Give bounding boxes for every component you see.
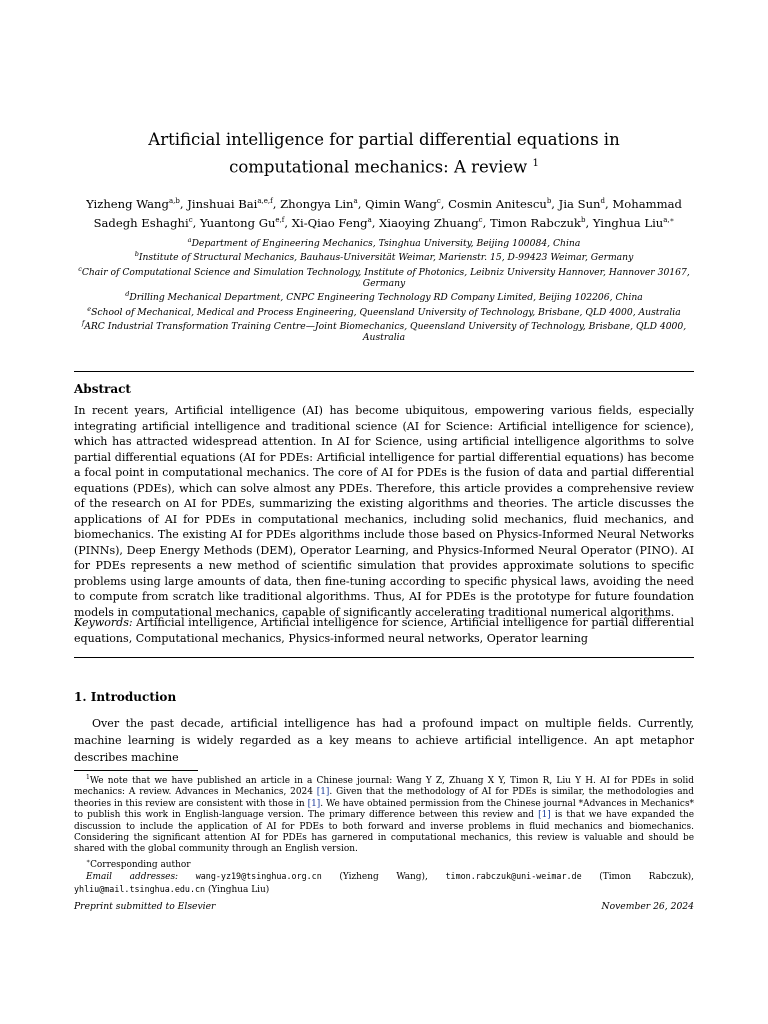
email-link[interactable]: yhliu@mail.tsinghua.edu.cn xyxy=(74,883,206,894)
affiliation-mark: f xyxy=(81,319,85,328)
email-link[interactable]: timon.rabczuk@uni-weimar.de xyxy=(445,871,582,882)
footnotes xyxy=(74,772,694,896)
affiliation xyxy=(74,289,694,303)
footnote-1-mark: 1 xyxy=(86,774,90,781)
citation-link[interactable]: [1] xyxy=(316,787,330,798)
affiliation-text: Chair of Computational Science and Simulation Technology, Institute of Photonics, Leibniz University Hannover, Hannover 30167, Germany xyxy=(81,266,690,290)
footnote-1 xyxy=(74,772,694,856)
author-list: Yizheng Wang$^{a,b}$, Jinshuai Bai$^{a,e,f}$, Zhongya Lin$^a$, Qimin Wang$^c$, Cosmin Anitescu$^b$, Jia Sun$^d$, Mohammad Sadegh Eshaghi$^c$, Yuantong Gu$^{e,f}$, Xi-Qiao Feng$^a$, Xiaoying Zhuang$^c$, Timon Rabczuk$^b$, Yinghua Liu$^{a,∗}$ xyxy=(86,196,682,231)
footer-preprint: Preprint submitted to Elsevier xyxy=(74,901,216,912)
footnote-1-text-c: . We have obtained permission from the Chinese journal *Advances in Mechanics* to publish this work in English-language version. The primary difference between this review and xyxy=(74,798,694,821)
paper-title xyxy=(90,128,678,180)
paper-title-text: Artificial intelligence for partial differential equations in computational mechanics: A review xyxy=(148,130,620,177)
affiliation-mark: a xyxy=(187,236,192,244)
author-name: Cosmin Anitescu xyxy=(448,196,547,211)
author-name: Jinshuai Bai xyxy=(187,196,258,211)
author-name: Zhongya Lin xyxy=(280,196,354,211)
email-owner: (Timon Rabczuk), xyxy=(581,872,694,883)
author-affiliation-mark: c xyxy=(436,197,441,205)
affiliation-text: ARC Industrial Transformation Training Centre—Joint Biomechanics, Queensland University of Technology, Brisbane, QLD 4000, Australia xyxy=(84,321,687,344)
author-affiliation-mark: a xyxy=(367,216,372,225)
author-affiliation-mark: b xyxy=(580,216,586,225)
author-name: Yinghua Liu xyxy=(592,216,664,231)
keywords-text: Artificial intelligence, Artificial intelligence for science, Artificial intelligence for partial differential equations, Computational mechanics, Physics-informed neural networks, Operator learning xyxy=(74,616,695,645)
author xyxy=(292,216,372,230)
author-affiliation-mark: b xyxy=(546,197,552,205)
affiliation xyxy=(74,304,694,318)
footnote-corresponding xyxy=(74,856,694,871)
email-label: Email addresses: xyxy=(86,872,179,883)
affiliation-mark: e xyxy=(87,304,92,313)
affiliation-mark: c xyxy=(78,264,82,273)
citation-link[interactable]: [1] xyxy=(538,810,551,821)
author-affiliation-mark: a,b xyxy=(168,197,180,205)
footnote-1-text-b: . Given that the methodology of AI for PDEs is similar, the methodologies and theories in this review are consistent with those in xyxy=(74,787,695,809)
corresponding-text: Corresponding author xyxy=(90,859,191,870)
author-name: Jia Sun xyxy=(558,196,601,211)
author xyxy=(187,197,273,211)
affiliation-mark: d xyxy=(125,290,130,299)
author-name: Qimin Wang xyxy=(365,196,437,211)
footnote-emails xyxy=(74,871,694,896)
affiliation-mark: b xyxy=(134,250,139,259)
footnote-1-text-d: is that we have expanded the discussion to include the application of AI for PDEs to both forward and inverse problems in fluid mechanics and biomechanics. Considering the significant attention AI for PDEs has garnered in computational mechanics, this review is valuable and should be shared with the global community through an English version. xyxy=(74,810,694,855)
affiliation xyxy=(74,249,694,263)
keywords xyxy=(74,615,694,646)
author xyxy=(379,216,482,230)
author xyxy=(593,216,675,230)
footnote-1-text-a: We note that we have published an article in a Chinese journal: Wang Y Z, Zhuang X Y, Timon R, Liu Y H. AI for PDEs in solid mechanics: A review. Advances in Mechanics, 2024 xyxy=(74,775,694,798)
author xyxy=(365,197,441,211)
author xyxy=(86,197,180,211)
email-owner: (Yizheng Wang), xyxy=(321,872,446,883)
corresponding-mark: ∗ xyxy=(86,857,91,865)
affiliation-text: Institute of Structural Mechanics, Bauhaus-Universität Weimar, Marienstr. 15, D-99423 Weimar, Germany xyxy=(138,252,634,264)
affiliation xyxy=(74,264,694,290)
author xyxy=(448,197,551,211)
email-owner: (Yinghua Liu) xyxy=(205,884,270,895)
author-affiliation-mark: c xyxy=(188,216,193,225)
author-name: Timon Rabczuk xyxy=(489,216,581,231)
author-affiliation-mark: c xyxy=(478,216,483,225)
author-affiliation-mark: d xyxy=(600,197,605,205)
author xyxy=(559,197,605,211)
affiliation xyxy=(74,235,694,249)
keywords-label: Keywords: xyxy=(74,616,133,629)
author-name: Yizheng Wang xyxy=(86,196,169,211)
title-footnote-mark: 1 xyxy=(532,158,539,169)
affiliation-list xyxy=(74,235,694,344)
footnote-rule xyxy=(74,770,198,771)
author xyxy=(490,216,585,230)
author xyxy=(280,197,358,211)
author-affiliation-mark: a xyxy=(353,197,358,205)
abstract-bottom-rule xyxy=(74,657,694,658)
affiliation-text: School of Mechanical, Medical and Process Engineering, Queensland University of Technology, Brisbane, QLD 4000, Australia xyxy=(91,306,681,318)
section-body-introduction: Over the past decade, artificial intelligence has had a profound impact on multiple fields. Currently, machine learning is widely regarded as a key means to achieve artificial intelligence. An apt metaphor describes machine xyxy=(74,717,694,764)
abstract-heading: Abstract xyxy=(74,382,131,396)
email-link[interactable]: wang-yz19@tsinghua.org.cn xyxy=(195,871,322,882)
author xyxy=(200,216,284,230)
section-heading-introduction: 1. Introduction xyxy=(74,690,177,704)
author-affiliation-mark: e,f xyxy=(275,216,285,225)
abstract-top-rule xyxy=(74,371,694,372)
citation-link[interactable]: [1] xyxy=(307,798,321,809)
author-name: Mohammad Sadegh Eshaghi xyxy=(93,196,682,231)
author-name: Xiaoying Zhuang xyxy=(379,216,479,231)
author-affiliation-mark: a,e,f xyxy=(257,197,273,205)
affiliation-text: Department of Engineering Mechanics, Tsinghua University, Beijing 100084, China xyxy=(191,238,581,250)
author-name: Yuantong Gu xyxy=(199,216,276,231)
affiliation xyxy=(74,318,694,344)
author-affiliation-mark: a,∗ xyxy=(663,216,675,225)
author-name: Xi-Qiao Feng xyxy=(291,216,368,231)
footer-date: November 26, 2024 xyxy=(601,901,694,912)
affiliation-text: Drilling Mechanical Department, CNPC Engineering Technology RD Company Limited, Beijing 102206, China xyxy=(129,292,643,304)
abstract-body: In recent years, Artificial intelligence (AI) has become ubiquitous, empowering various fields, especially integrating artificial intelligence and traditional science (AI for Science: Artificial intelligence for science), which has attracted widespread attention. In AI for Science, using artificial intelligence algorithms to solve partial differential equations (AI for PDEs: Artificial intelligence for partial differential equations) has become a focal point in computational mechanics. The core of AI for PDEs is the fusion of data and partial differential equations (PDEs), which can solve almost any PDEs. Therefore, this article provides a comprehensive review of the research on AI for PDEs, summarizing the existing algorithms and theories. The article discusses the applications of AI for PDEs in computational mechanics, including solid mechanics, fluid mechanics, and biomechanics. The existing AI for PDEs algorithms include those based on Physics-Informed Neural Networks (PINNs), Deep Energy Methods (DEM), Operator Learning, and Physics-Informed Neural Operator (PINO). AI for PDEs represents a new method of scientific simulation that provides approximate solutions to specific problems using large amounts of data, then fine-tuning according to specific physical laws, avoiding the need to compute from scratch like traditional algorithms. Thus, AI for PDEs is the prototype for future foundation models in computational mechanics, capable of significantly accelerating traditional numerical algorithms. xyxy=(74,404,694,619)
